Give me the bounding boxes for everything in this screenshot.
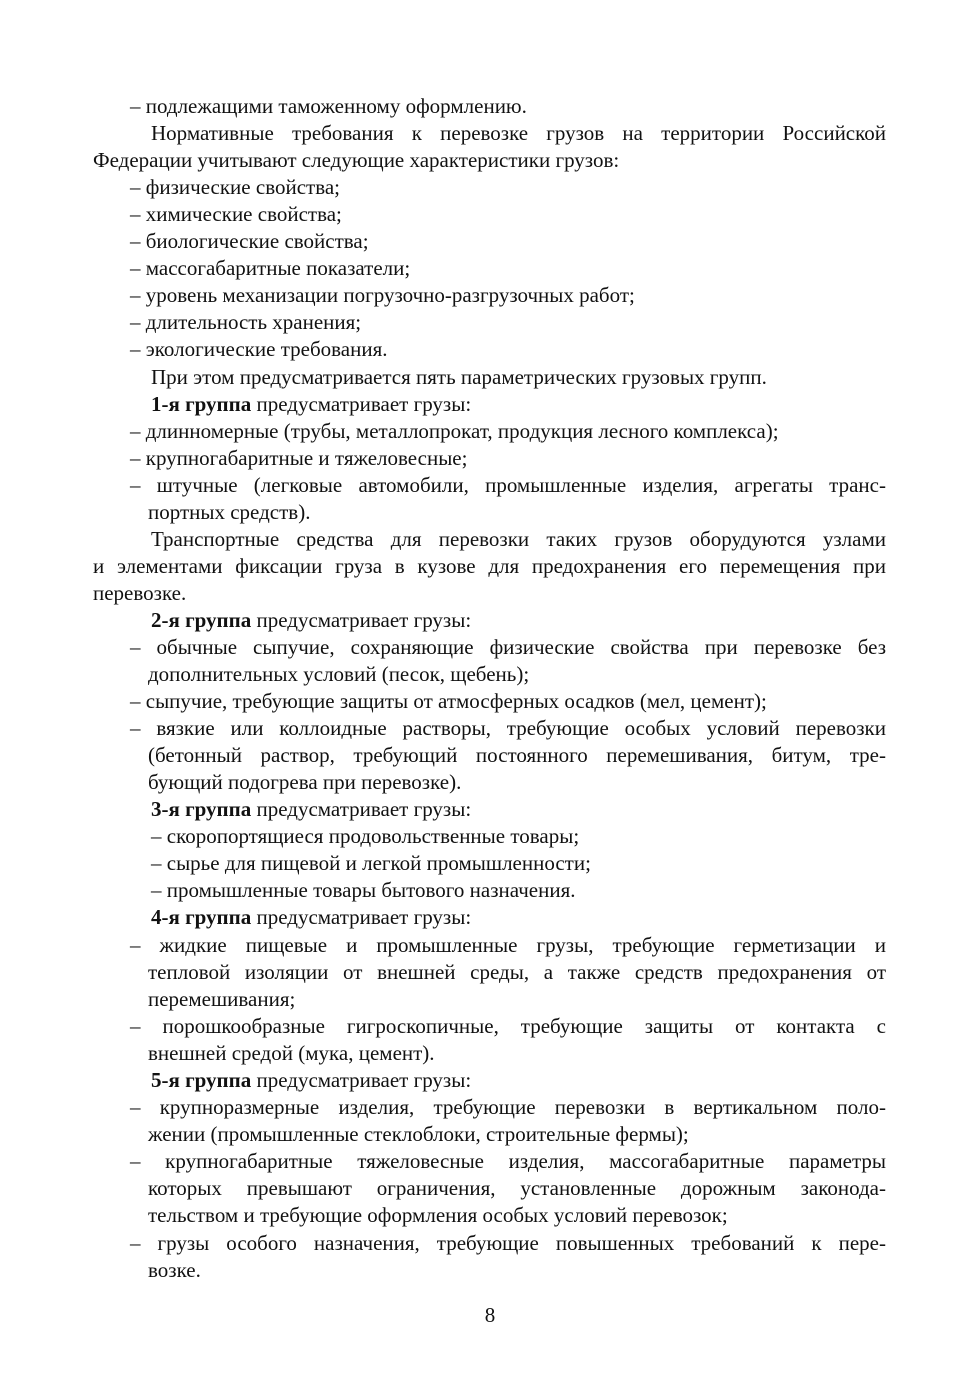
group-title: 1-я группа (151, 392, 252, 416)
list-item-continuation: тепловой изоляции от внешней среды, а также средств предохранения от (148, 960, 886, 984)
list-item: – физические свойства; (130, 175, 340, 199)
list-item: – массогабаритные показатели; (130, 256, 411, 280)
list-item: – штучные (легковые автомобили, промышленные изделия, агрегаты транс- (130, 473, 886, 497)
paragraph-line: При этом предусматривается пять параметрических грузовых групп. (151, 365, 767, 389)
list-item: – грузы особого назначения, требующие повышенных требований к пере- (130, 1231, 886, 1255)
list-item-continuation: перемешивания; (148, 987, 296, 1011)
group-title: 2-я группа (151, 608, 252, 632)
group-title: 4-я группа (151, 905, 252, 929)
list-item: – длинномерные (трубы, металлопрокат, продукция лесного комплекса); (130, 419, 779, 443)
paragraph-line: Нормативные требования к перевозке грузов на территории Российской (151, 121, 886, 145)
paragraph-line: Федерации учитывают следующие характеристики грузов: (93, 148, 620, 172)
group-heading-4 (151, 904, 471, 931)
list-item-continuation: дополнительных условий (песок, щебень); (148, 662, 530, 686)
list-item-continuation: жении (промышленные стеклоблоки, строительные фермы); (148, 1122, 689, 1146)
paragraph-line: Транспортные средства для перевозки таких грузов оборудуются узлами (151, 527, 886, 551)
list-item-continuation: возке. (148, 1258, 201, 1282)
group-heading-1 (151, 391, 471, 418)
list-item: – крупногабаритные тяжеловесные изделия, массогабаритные параметры (130, 1149, 886, 1173)
list-item: – длительность хранения; (130, 310, 362, 334)
group-heading-5 (151, 1067, 471, 1094)
list-item: – порошкообразные гигроскопичные, требующие защиты от контакта с (130, 1014, 886, 1038)
list-item-continuation: которых превышают ограничения, установленные дорожным законода- (148, 1176, 886, 1200)
list-item-continuation: портных средств). (148, 500, 311, 524)
list-item: – уровень механизации погрузочно-разгрузочных работ; (130, 283, 635, 307)
group-intro: предусматривает грузы: (251, 608, 472, 632)
list-item: – жидкие пищевые и промышленные грузы, требующие герметизации и (130, 933, 886, 957)
list-item-continuation: тельством и требующие оформления особых условий перевозок; (148, 1203, 728, 1227)
group-intro: предусматривает грузы: (251, 905, 472, 929)
group-heading-3 (151, 796, 471, 823)
paragraph-line: перевозке. (93, 581, 187, 605)
list-item: – крупноразмерные изделия, требующие перевозки в вертикальном поло- (130, 1095, 886, 1119)
list-item: – вязкие или коллоидные растворы, требующие особых условий перевозки (130, 716, 886, 740)
list-item: – скоропортящиеся продовольственные товары; (151, 824, 580, 848)
list-item: – экологические требования. (130, 337, 388, 361)
page-number: 8 (484, 1303, 496, 1327)
text-line: – подлежащими таможенному оформлению. (130, 94, 527, 118)
group-title: 3-я группа (151, 797, 252, 821)
group-heading-2 (151, 607, 471, 634)
paragraph-line: и элементами фиксации груза в кузове для предохранения его перемещения при (93, 554, 886, 578)
list-item: – химические свойства; (130, 202, 342, 226)
list-item: – крупногабаритные и тяжеловесные; (130, 446, 468, 470)
group-intro: предусматривает грузы: (251, 392, 472, 416)
list-item: – биологические свойства; (130, 229, 369, 253)
list-item: – обычные сыпучие, сохраняющие физические свойства при перевозке без (130, 635, 886, 659)
list-item-continuation: бующий подогрева при перевозке). (148, 770, 462, 794)
group-intro: предусматривает грузы: (251, 1068, 472, 1092)
group-intro: предусматривает грузы: (251, 797, 472, 821)
group-title: 5-я группа (151, 1068, 252, 1092)
list-item: – сырье для пищевой и легкой промышленности; (151, 851, 591, 875)
list-item-continuation: (бетонный раствор, требующий постоянного перемешивания, битум, тре- (148, 743, 886, 767)
list-item: – промышленные товары бытового назначения. (151, 878, 576, 902)
list-item: – сыпучие, требующие защиты от атмосферных осадков (мел, цемент); (130, 689, 767, 713)
list-item-continuation: внешней средой (мука, цемент). (148, 1041, 435, 1065)
